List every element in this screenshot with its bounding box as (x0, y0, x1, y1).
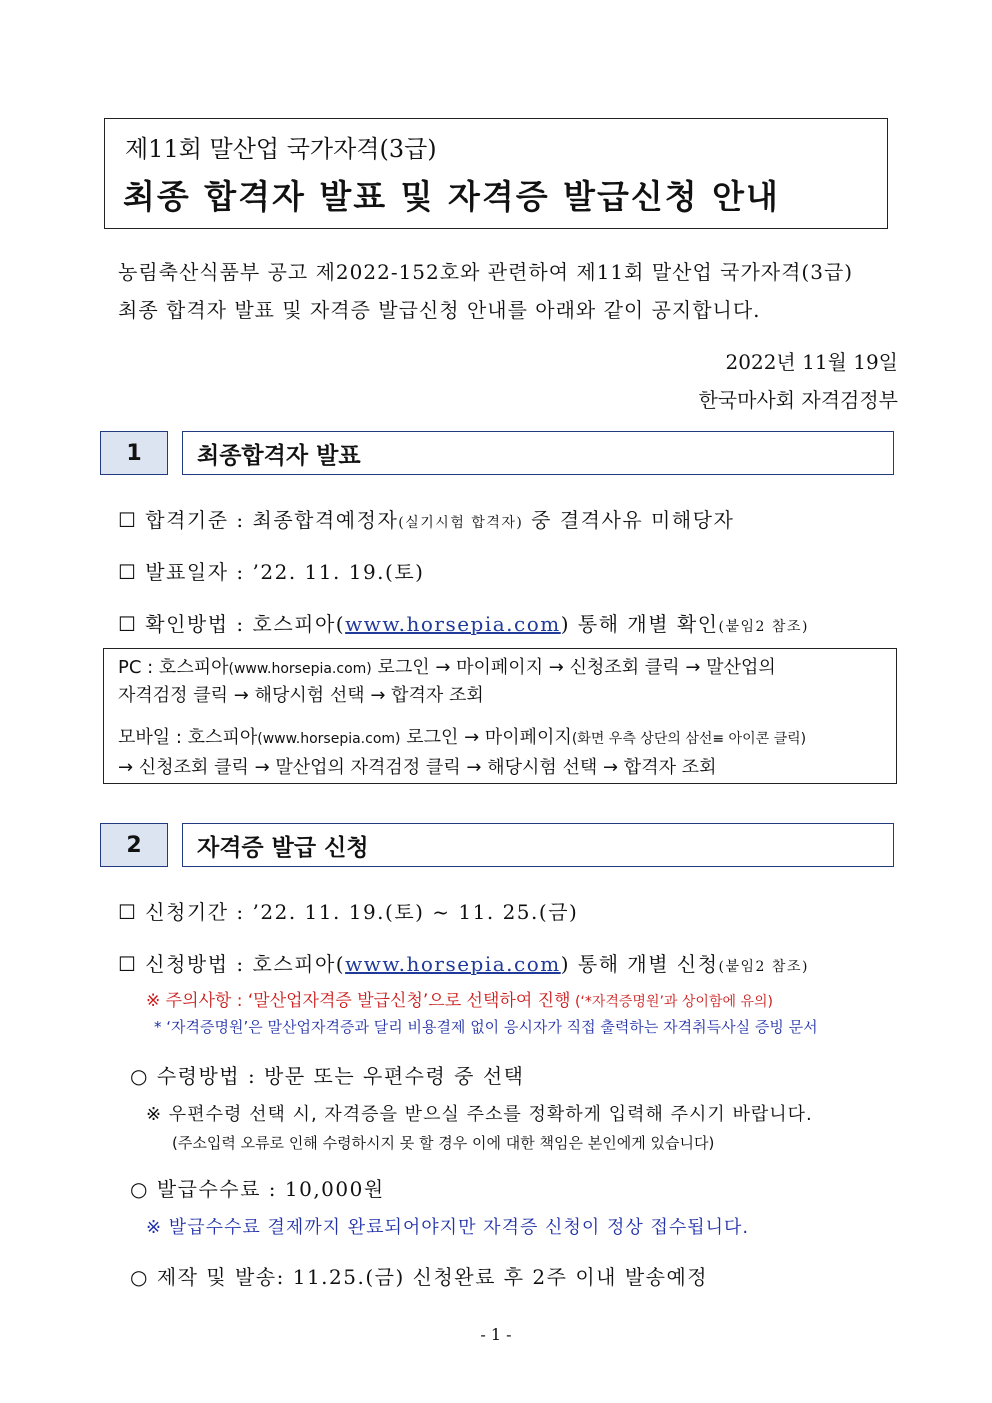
mobile-small: (화면 우측 상단의 삼선≡ 아이콘 클릭) (571, 731, 807, 747)
receive-label: 수령방법 : 방문 또는 우편수령 중 선택 (156, 1064, 525, 1088)
fee-item (130, 1173, 385, 1202)
horsepia-link[interactable]: www.horsepia.com (345, 612, 561, 636)
period-label: 신청기간 : ’22. 11. 19.(토) ~ 11. 25.(금) (145, 900, 579, 924)
mobile-url: (www.horsepia.com) (257, 731, 401, 747)
criteria-label: 합격기준 : 최종합격예정자 (145, 508, 399, 532)
section-2-number: 2 (100, 823, 168, 867)
checkbox-icon: ☐ (118, 900, 138, 924)
pc-instruction-line-2: 자격검정 클릭 → 해당시험 선택 → 합격자 조회 (118, 685, 484, 706)
receive-note: ※ 우편수령 선택 시, 자격증을 받으실 주소를 정확하게 입력해 주시기 바랍니다. (146, 1104, 813, 1125)
apply-method-after: ) 통해 개별 신청 (560, 952, 719, 976)
title-subtitle: 제11회 말산업 국가자격(3급) (125, 135, 437, 163)
bullet-icon: ○ (130, 1064, 149, 1088)
apply-method-item (118, 948, 809, 977)
check-method-after: ) 통해 개별 확인 (560, 612, 719, 636)
fee-note: ※ 발급수수료 결제까지 완료되어야지만 자격증 신청이 정상 접수됩니다. (146, 1217, 750, 1238)
mobile-prefix: 모바일 : 호스피아 (118, 727, 258, 748)
checkbox-icon: ☐ (118, 612, 138, 636)
bullet-icon: ○ (130, 1177, 149, 1201)
notice-date: 2022년 11월 19일 (725, 350, 898, 374)
section-1-title: 최종합격자 발표 (182, 431, 894, 475)
page-title: 최종 합격자 발표 및 자격증 발급신청 안내 (123, 177, 780, 216)
checkbox-icon: ☐ (118, 952, 138, 976)
pc-prefix: PC : 호스피아 (118, 657, 229, 678)
page-number: - 1 - (480, 1325, 512, 1344)
fee-label: 발급수수료 : 10,000원 (156, 1177, 385, 1201)
section-1-number: 1 (100, 431, 168, 475)
check-method-small: (붙임2 참조) (718, 619, 809, 635)
certificate-note: * ‘자격증명원’은 말산업자격증과 달리 비용결제 없이 응시자가 직접 출력하는 자격취득사실 증빙 문서 (154, 1018, 818, 1036)
period-item (118, 896, 578, 925)
announce-date-item (118, 556, 424, 585)
horsepia-link[interactable]: www.horsepia.com (345, 952, 561, 976)
announce-date-label: 발표일자 : ’22. 11. 19.(토) (145, 560, 425, 584)
checkbox-icon: ☐ (118, 508, 138, 532)
checkbox-icon: ☐ (118, 560, 138, 584)
section-2-title: 자격증 발급 신청 (182, 823, 894, 867)
pc-url: (www.horsepia.com) (228, 661, 372, 677)
title-box (104, 118, 888, 229)
bullet-icon: ○ (130, 1265, 149, 1289)
notice-org: 한국마사회 자격검정부 (698, 388, 898, 412)
pc-instruction (118, 653, 776, 679)
check-method-item (118, 608, 809, 637)
criteria-rest: 중 결격사유 미해당자 (523, 508, 735, 532)
delivery-item (130, 1261, 708, 1290)
criteria-item (118, 504, 734, 533)
caution-note (146, 986, 773, 1011)
receive-item (130, 1060, 525, 1089)
mobile-instruction (118, 723, 806, 749)
mobile-instruction-line-2: → 신청조회 클릭 → 말산업의 자격검정 클릭 → 해당시험 선택 → 합격자 조회 (118, 757, 717, 778)
caution-main: ※ 주의사항 : ‘말산업자격증 발급신청’으로 선택하여 진행 (146, 991, 571, 1011)
check-method-label: 확인방법 : 호스피아( (145, 612, 346, 636)
instruction-box (103, 648, 897, 784)
apply-method-small: (붙임2 참조) (718, 959, 809, 975)
delivery-label: 제작 및 발송: 11.25.(금) 신청완료 후 2주 이내 발송예정 (156, 1265, 709, 1289)
intro-line-2: 최종 합격자 발표 및 자격증 발급신청 안내를 아래와 같이 공지합니다. (118, 298, 761, 322)
apply-method-label: 신청방법 : 호스피아( (145, 952, 346, 976)
mobile-mid: 로그인 → 마이페이지 (400, 727, 572, 748)
criteria-small: (실기시험 합격자) (398, 515, 524, 531)
pc-rest: 로그인 → 마이페이지 → 신청조회 클릭 → 말산업의 (371, 657, 776, 678)
intro-line-1: 농림축산식품부 공고 제2022-152호와 관련하여 제11회 말산업 국가자격(3급) (118, 260, 854, 284)
caution-small: (‘*자격증명원’과 상이함에 유의) (570, 994, 773, 1010)
receive-note-sub: (주소입력 오류로 인해 수령하시지 못 할 경우 이에 대한 책임은 본인에게 있습니다) (172, 1134, 715, 1152)
